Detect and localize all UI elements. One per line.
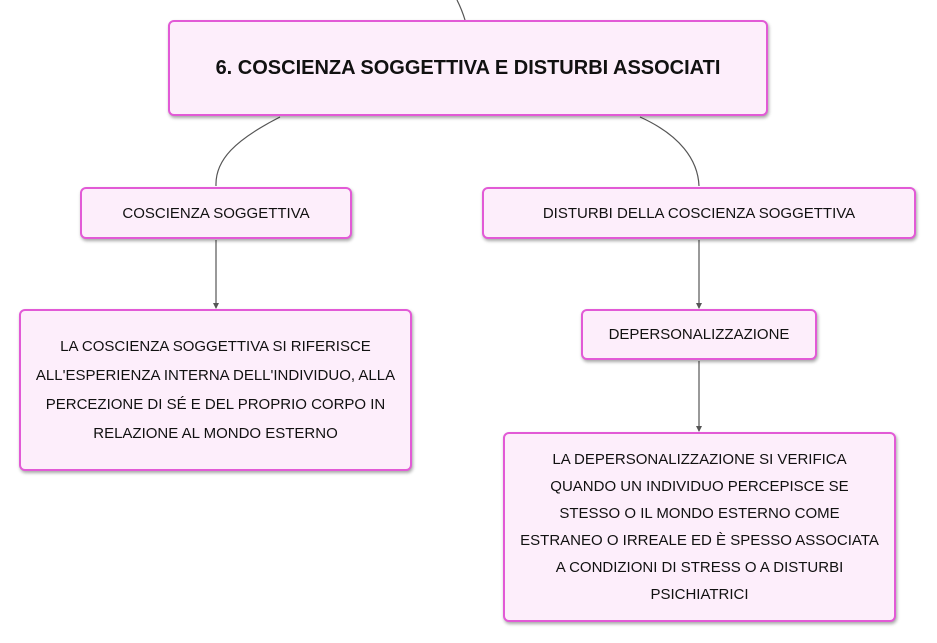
disturbi-coscienza-label: DISTURBI DELLA COSCIENZA SOGGETTIVA	[542, 204, 856, 222]
coscienza-soggettiva-description-node[interactable]	[19, 309, 412, 471]
connector-parent-to-root	[457, 0, 465, 20]
coscienza-soggettiva-node[interactable]	[80, 187, 352, 239]
depersonalizzazione-label: DEPERSONALIZZAZIONE	[608, 326, 790, 343]
coscienza-soggettiva-description: LA COSCIENZA SOGGETTIVA SI RIFERISCE ALL'ESPERIENZA INTERNA DELL'INDIVIDUO, ALLA PERCEZIONE DI SÉ E DEL PROPRIO CORPO IN RELAZIONE AL MONDO ESTERNO	[35, 338, 396, 442]
connector-root-to-left	[216, 117, 280, 186]
root-node-label: 6. COSCIENZA SOGGETTIVA E DISTURBI ASSOCIATI	[215, 56, 721, 79]
connector-root-to-right	[640, 117, 699, 186]
root-node[interactable]	[168, 20, 768, 116]
depersonalizzazione-description-node[interactable]	[503, 432, 896, 622]
depersonalizzazione-node[interactable]	[581, 309, 817, 360]
coscienza-soggettiva-label: COSCIENZA SOGGETTIVA	[122, 204, 310, 222]
depersonalizzazione-description: LA DEPERSONALIZZAZIONE SI VERIFICA QUANDO UN INDIVIDUO PERCEPISCE SE STESSO O IL MONDO ESTERNO COME ESTRANEO O IRREALE ED È SPESSO ASSOCIATA A CONDIZIONI DI STRESS O A DISTURBI PSICHIATRICI	[520, 451, 879, 603]
disturbi-coscienza-node[interactable]	[482, 187, 916, 239]
